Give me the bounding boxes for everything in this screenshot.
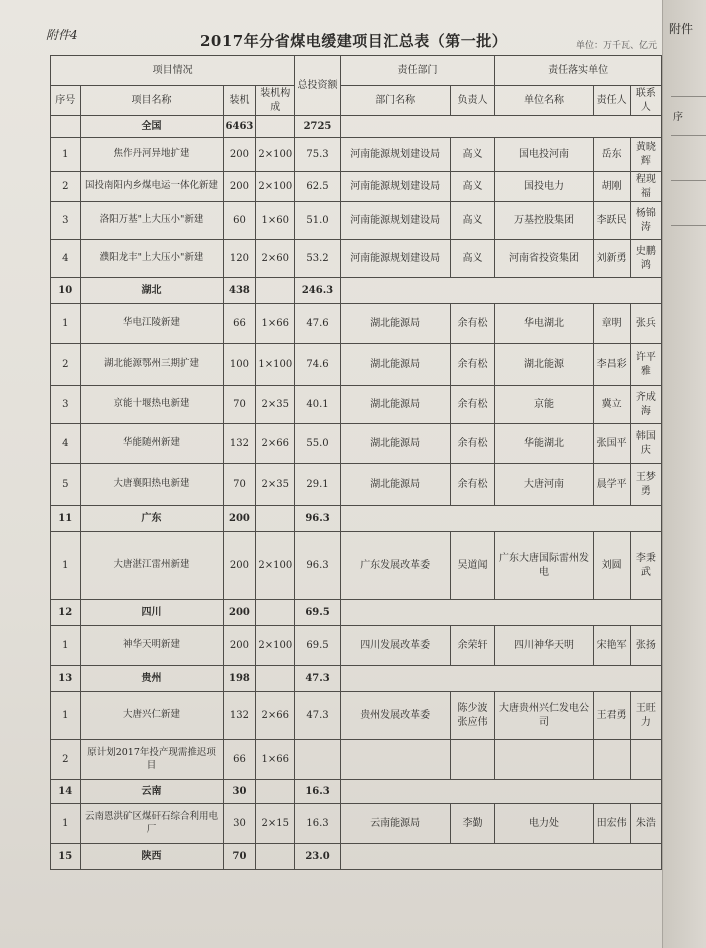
- row-contact: 程现福: [630, 172, 661, 202]
- province-investment: 23.0: [295, 844, 341, 870]
- col-seq: 序号: [51, 86, 81, 116]
- row-capacity: 132: [223, 424, 256, 464]
- province-config: [256, 278, 295, 304]
- row-capacity: 60: [223, 202, 256, 240]
- province-name: 湖北: [80, 278, 223, 304]
- row-seq: 1: [51, 626, 81, 666]
- total-capacity: 6463: [223, 116, 256, 138]
- row-unit-head: 章明: [593, 304, 630, 344]
- total-seq: [51, 116, 81, 138]
- province-name: 陕西: [80, 844, 223, 870]
- row-unit-head: [593, 740, 630, 780]
- row-dept-name: 河南能源规划建设局: [340, 138, 450, 172]
- adjacent-page-rule: [671, 225, 706, 226]
- province-name: 四川: [80, 600, 223, 626]
- total-config: [256, 116, 295, 138]
- row-unit-name: 广东大唐国际雷州发电: [495, 532, 593, 600]
- row-capacity: 200: [223, 172, 256, 202]
- row-config: 2×60: [256, 240, 295, 278]
- row-contact: 王旺力: [630, 692, 661, 740]
- row-investment: 47.3: [295, 692, 341, 740]
- province-config: [256, 780, 295, 804]
- row-seq: 3: [51, 386, 81, 424]
- row-project-name: 湖北能源鄂州三期扩建: [80, 344, 223, 386]
- row-unit-name: 国投电力: [495, 172, 593, 202]
- province-investment: 69.5: [295, 600, 341, 626]
- province-config: [256, 844, 295, 870]
- row-config: 2×100: [256, 626, 295, 666]
- row-contact: 杨锦涛: [630, 202, 661, 240]
- row-seq: 2: [51, 344, 81, 386]
- row-capacity: 200: [223, 626, 256, 666]
- adjacent-page: [662, 0, 706, 948]
- project-row: [51, 172, 662, 202]
- row-dept-head: 余荣轩: [450, 626, 495, 666]
- row-contact: 张兵: [630, 304, 661, 344]
- row-investment: 29.1: [295, 464, 341, 506]
- row-investment: 47.6: [295, 304, 341, 344]
- header-row-columns: [51, 86, 662, 116]
- row-config: 2×35: [256, 464, 295, 506]
- project-row: [51, 240, 662, 278]
- row-project-name: 大唐襄阳热电新建: [80, 464, 223, 506]
- row-contact: 黄晓辉: [630, 138, 661, 172]
- row-capacity: 200: [223, 138, 256, 172]
- province-capacity: 70: [223, 844, 256, 870]
- province-capacity: 200: [223, 506, 256, 532]
- col-dept-head: 负责人: [450, 86, 495, 116]
- row-capacity: 70: [223, 464, 256, 506]
- row-unit-head: 张国平: [593, 424, 630, 464]
- row-project-name: 原计划2017年投产现需推迟项目: [80, 740, 223, 780]
- row-dept-name: 四川发展改革委: [340, 626, 450, 666]
- row-unit-head: 胡刚: [593, 172, 630, 202]
- project-row: [51, 304, 662, 344]
- row-unit-head: 刘新勇: [593, 240, 630, 278]
- row-contact: 齐成海: [630, 386, 661, 424]
- province-capacity: 198: [223, 666, 256, 692]
- row-unit-name: 四川神华天明: [495, 626, 593, 666]
- project-row: [51, 804, 662, 844]
- province-row: [51, 780, 662, 804]
- row-unit-head: 李跃民: [593, 202, 630, 240]
- project-row: [51, 344, 662, 386]
- province-seq: 14: [51, 780, 81, 804]
- row-dept-name: 湖北能源局: [340, 304, 450, 344]
- row-config: 1×66: [256, 740, 295, 780]
- summary-table: [50, 55, 662, 870]
- col-unit-head: 责任人: [593, 86, 630, 116]
- row-dept-head: 余有松: [450, 304, 495, 344]
- row-unit-head: 晨学平: [593, 464, 630, 506]
- col-contact: 联系人: [630, 86, 661, 116]
- row-config: 2×35: [256, 386, 295, 424]
- province-name: 广东: [80, 506, 223, 532]
- row-dept-name: 河南能源规划建设局: [340, 240, 450, 278]
- province-seq: 13: [51, 666, 81, 692]
- row-project-name: 焦作丹河异地扩建: [80, 138, 223, 172]
- row-dept-head: 高义: [450, 202, 495, 240]
- row-config: 1×66: [256, 304, 295, 344]
- row-unit-name: 电力处: [495, 804, 593, 844]
- row-investment: 16.3: [295, 804, 341, 844]
- row-unit-name: 京能: [495, 386, 593, 424]
- province-blank: [340, 600, 661, 626]
- total-blank: [340, 116, 661, 138]
- adjacent-page-rule: [671, 135, 706, 136]
- province-seq: 15: [51, 844, 81, 870]
- col-project-name: 项目名称: [80, 86, 223, 116]
- row-project-name: 云南恩洪矿区煤矸石综合利用电厂: [80, 804, 223, 844]
- project-row: [51, 532, 662, 600]
- project-row: [51, 386, 662, 424]
- row-dept-head: [450, 740, 495, 780]
- row-dept-head: 余有松: [450, 424, 495, 464]
- row-unit-name: 华电湖北: [495, 304, 593, 344]
- row-dept-head: 余有松: [450, 344, 495, 386]
- row-seq: 1: [51, 532, 81, 600]
- row-investment: 40.1: [295, 386, 341, 424]
- row-config: 2×15: [256, 804, 295, 844]
- province-blank: [340, 780, 661, 804]
- project-row: [51, 464, 662, 506]
- province-seq: 12: [51, 600, 81, 626]
- row-config: 1×100: [256, 344, 295, 386]
- row-investment: 69.5: [295, 626, 341, 666]
- row-contact: 王梦勇: [630, 464, 661, 506]
- adjacent-page-rule: [671, 96, 706, 97]
- row-seq: 1: [51, 804, 81, 844]
- province-name: 贵州: [80, 666, 223, 692]
- province-row: [51, 600, 662, 626]
- project-row: [51, 202, 662, 240]
- row-dept-name: 河南能源规划建设局: [340, 172, 450, 202]
- province-investment: 96.3: [295, 506, 341, 532]
- province-investment: 246.3: [295, 278, 341, 304]
- row-seq: 2: [51, 740, 81, 780]
- province-row: [51, 506, 662, 532]
- province-capacity: 438: [223, 278, 256, 304]
- row-dept-name: 广东发展改革委: [340, 532, 450, 600]
- col-group-responsible-dept: 责任部门: [340, 56, 495, 86]
- row-seq: 3: [51, 202, 81, 240]
- row-dept-head: 高义: [450, 172, 495, 202]
- row-project-name: 大唐湛江雷州新建: [80, 532, 223, 600]
- row-unit-head: 李昌彩: [593, 344, 630, 386]
- row-unit-head: 冀立: [593, 386, 630, 424]
- province-seq: 11: [51, 506, 81, 532]
- row-contact: 李秉武: [630, 532, 661, 600]
- row-dept-head: 吴道闻: [450, 532, 495, 600]
- row-investment: 55.0: [295, 424, 341, 464]
- row-dept-name: 湖北能源局: [340, 386, 450, 424]
- project-row: [51, 138, 662, 172]
- row-project-name: 国投南阳内乡煤电运一体化新建: [80, 172, 223, 202]
- province-row: [51, 666, 662, 692]
- row-unit-name: 大唐贵州兴仁发电公司: [495, 692, 593, 740]
- row-project-name: 濮阳龙丰"上大压小"新建: [80, 240, 223, 278]
- row-investment: 75.3: [295, 138, 341, 172]
- project-row: [51, 626, 662, 666]
- province-blank: [340, 666, 661, 692]
- header-row-groups: [51, 56, 662, 86]
- project-row: [51, 740, 662, 780]
- row-capacity: 120: [223, 240, 256, 278]
- row-unit-name: 华能湖北: [495, 424, 593, 464]
- row-dept-head: 余有松: [450, 386, 495, 424]
- row-unit-name: [495, 740, 593, 780]
- row-capacity: 66: [223, 740, 256, 780]
- row-unit-name: 河南省投资集团: [495, 240, 593, 278]
- unit-note: 单位：万千瓦、亿元: [576, 41, 658, 51]
- col-group-responsible-unit: 责任落实单位: [495, 56, 662, 86]
- adjacent-page-seq: 序: [673, 112, 683, 123]
- row-seq: 4: [51, 424, 81, 464]
- row-seq: 2: [51, 172, 81, 202]
- row-seq: 4: [51, 240, 81, 278]
- row-dept-name: 云南能源局: [340, 804, 450, 844]
- row-unit-head: 岳东: [593, 138, 630, 172]
- row-dept-head: 陈少波 张应伟: [450, 692, 495, 740]
- row-seq: 1: [51, 304, 81, 344]
- province-investment: 47.3: [295, 666, 341, 692]
- province-capacity: 30: [223, 780, 256, 804]
- row-capacity: 66: [223, 304, 256, 344]
- row-project-name: 京能十堰热电新建: [80, 386, 223, 424]
- adjacent-page-rule: [671, 180, 706, 181]
- row-dept-name: [340, 740, 450, 780]
- total-label: 全国: [80, 116, 223, 138]
- row-dept-name: 湖北能源局: [340, 344, 450, 386]
- document-title: 2017年分省煤电缓建项目汇总表（第一批）: [200, 32, 508, 50]
- row-unit-head: 田宏伟: [593, 804, 630, 844]
- adjacent-page-title: 附件: [669, 22, 694, 36]
- row-dept-head: 高义: [450, 138, 495, 172]
- row-config: 2×100: [256, 172, 295, 202]
- row-seq: 1: [51, 692, 81, 740]
- row-config: 2×66: [256, 692, 295, 740]
- project-row: [51, 692, 662, 740]
- row-project-name: 洛阳万基"上大压小"新建: [80, 202, 223, 240]
- province-row: [51, 844, 662, 870]
- province-config: [256, 506, 295, 532]
- col-unit-name: 单位名称: [495, 86, 593, 116]
- province-name: 云南: [80, 780, 223, 804]
- row-contact: 史鹏鸿: [630, 240, 661, 278]
- row-investment: 53.2: [295, 240, 341, 278]
- province-capacity: 200: [223, 600, 256, 626]
- row-capacity: 132: [223, 692, 256, 740]
- province-seq: 10: [51, 278, 81, 304]
- row-capacity: 30: [223, 804, 256, 844]
- row-unit-name: 湖北能源: [495, 344, 593, 386]
- province-blank: [340, 844, 661, 870]
- row-contact: 朱浩: [630, 804, 661, 844]
- project-row: [51, 424, 662, 464]
- row-investment: 62.5: [295, 172, 341, 202]
- row-contact: [630, 740, 661, 780]
- row-config: 2×66: [256, 424, 295, 464]
- province-row: [51, 278, 662, 304]
- row-dept-name: 河南能源规划建设局: [340, 202, 450, 240]
- row-project-name: 华能随州新建: [80, 424, 223, 464]
- row-dept-name: 贵州发展改革委: [340, 692, 450, 740]
- row-config: 1×60: [256, 202, 295, 240]
- row-dept-head: 余有松: [450, 464, 495, 506]
- row-capacity: 100: [223, 344, 256, 386]
- row-capacity: 200: [223, 532, 256, 600]
- row-project-name: 神华天明新建: [80, 626, 223, 666]
- row-investment: [295, 740, 341, 780]
- row-unit-head: 刘圆: [593, 532, 630, 600]
- col-total-investment: 总投资额: [295, 56, 341, 116]
- total-investment: 2725: [295, 116, 341, 138]
- row-investment: 51.0: [295, 202, 341, 240]
- row-seq: 1: [51, 138, 81, 172]
- province-blank: [340, 506, 661, 532]
- row-dept-name: 湖北能源局: [340, 464, 450, 506]
- col-unit-config: 装机构成: [256, 86, 295, 116]
- row-unit-head: 王君勇: [593, 692, 630, 740]
- province-blank: [340, 278, 661, 304]
- row-unit-name: 国电投河南: [495, 138, 593, 172]
- row-project-name: 华电江陵新建: [80, 304, 223, 344]
- row-capacity: 70: [223, 386, 256, 424]
- row-project-name: 大唐兴仁新建: [80, 692, 223, 740]
- attachment-label: 附件4: [46, 28, 78, 42]
- row-investment: 74.6: [295, 344, 341, 386]
- row-contact: 张扬: [630, 626, 661, 666]
- row-unit-name: 大唐河南: [495, 464, 593, 506]
- col-group-project-info: 项目情况: [51, 56, 295, 86]
- row-contact: 韩国庆: [630, 424, 661, 464]
- row-investment: 96.3: [295, 532, 341, 600]
- row-dept-name: 湖北能源局: [340, 424, 450, 464]
- col-capacity: 装机: [223, 86, 256, 116]
- row-unit-head: 宋艳军: [593, 626, 630, 666]
- total-row: [51, 116, 662, 138]
- province-config: [256, 666, 295, 692]
- row-config: 2×100: [256, 138, 295, 172]
- row-config: 2×100: [256, 532, 295, 600]
- province-investment: 16.3: [295, 780, 341, 804]
- row-seq: 5: [51, 464, 81, 506]
- row-unit-name: 万基控股集团: [495, 202, 593, 240]
- row-contact: 许平雅: [630, 344, 661, 386]
- province-config: [256, 600, 295, 626]
- col-dept-name: 部门名称: [340, 86, 450, 116]
- row-dept-head: 高义: [450, 240, 495, 278]
- row-dept-head: 李勤: [450, 804, 495, 844]
